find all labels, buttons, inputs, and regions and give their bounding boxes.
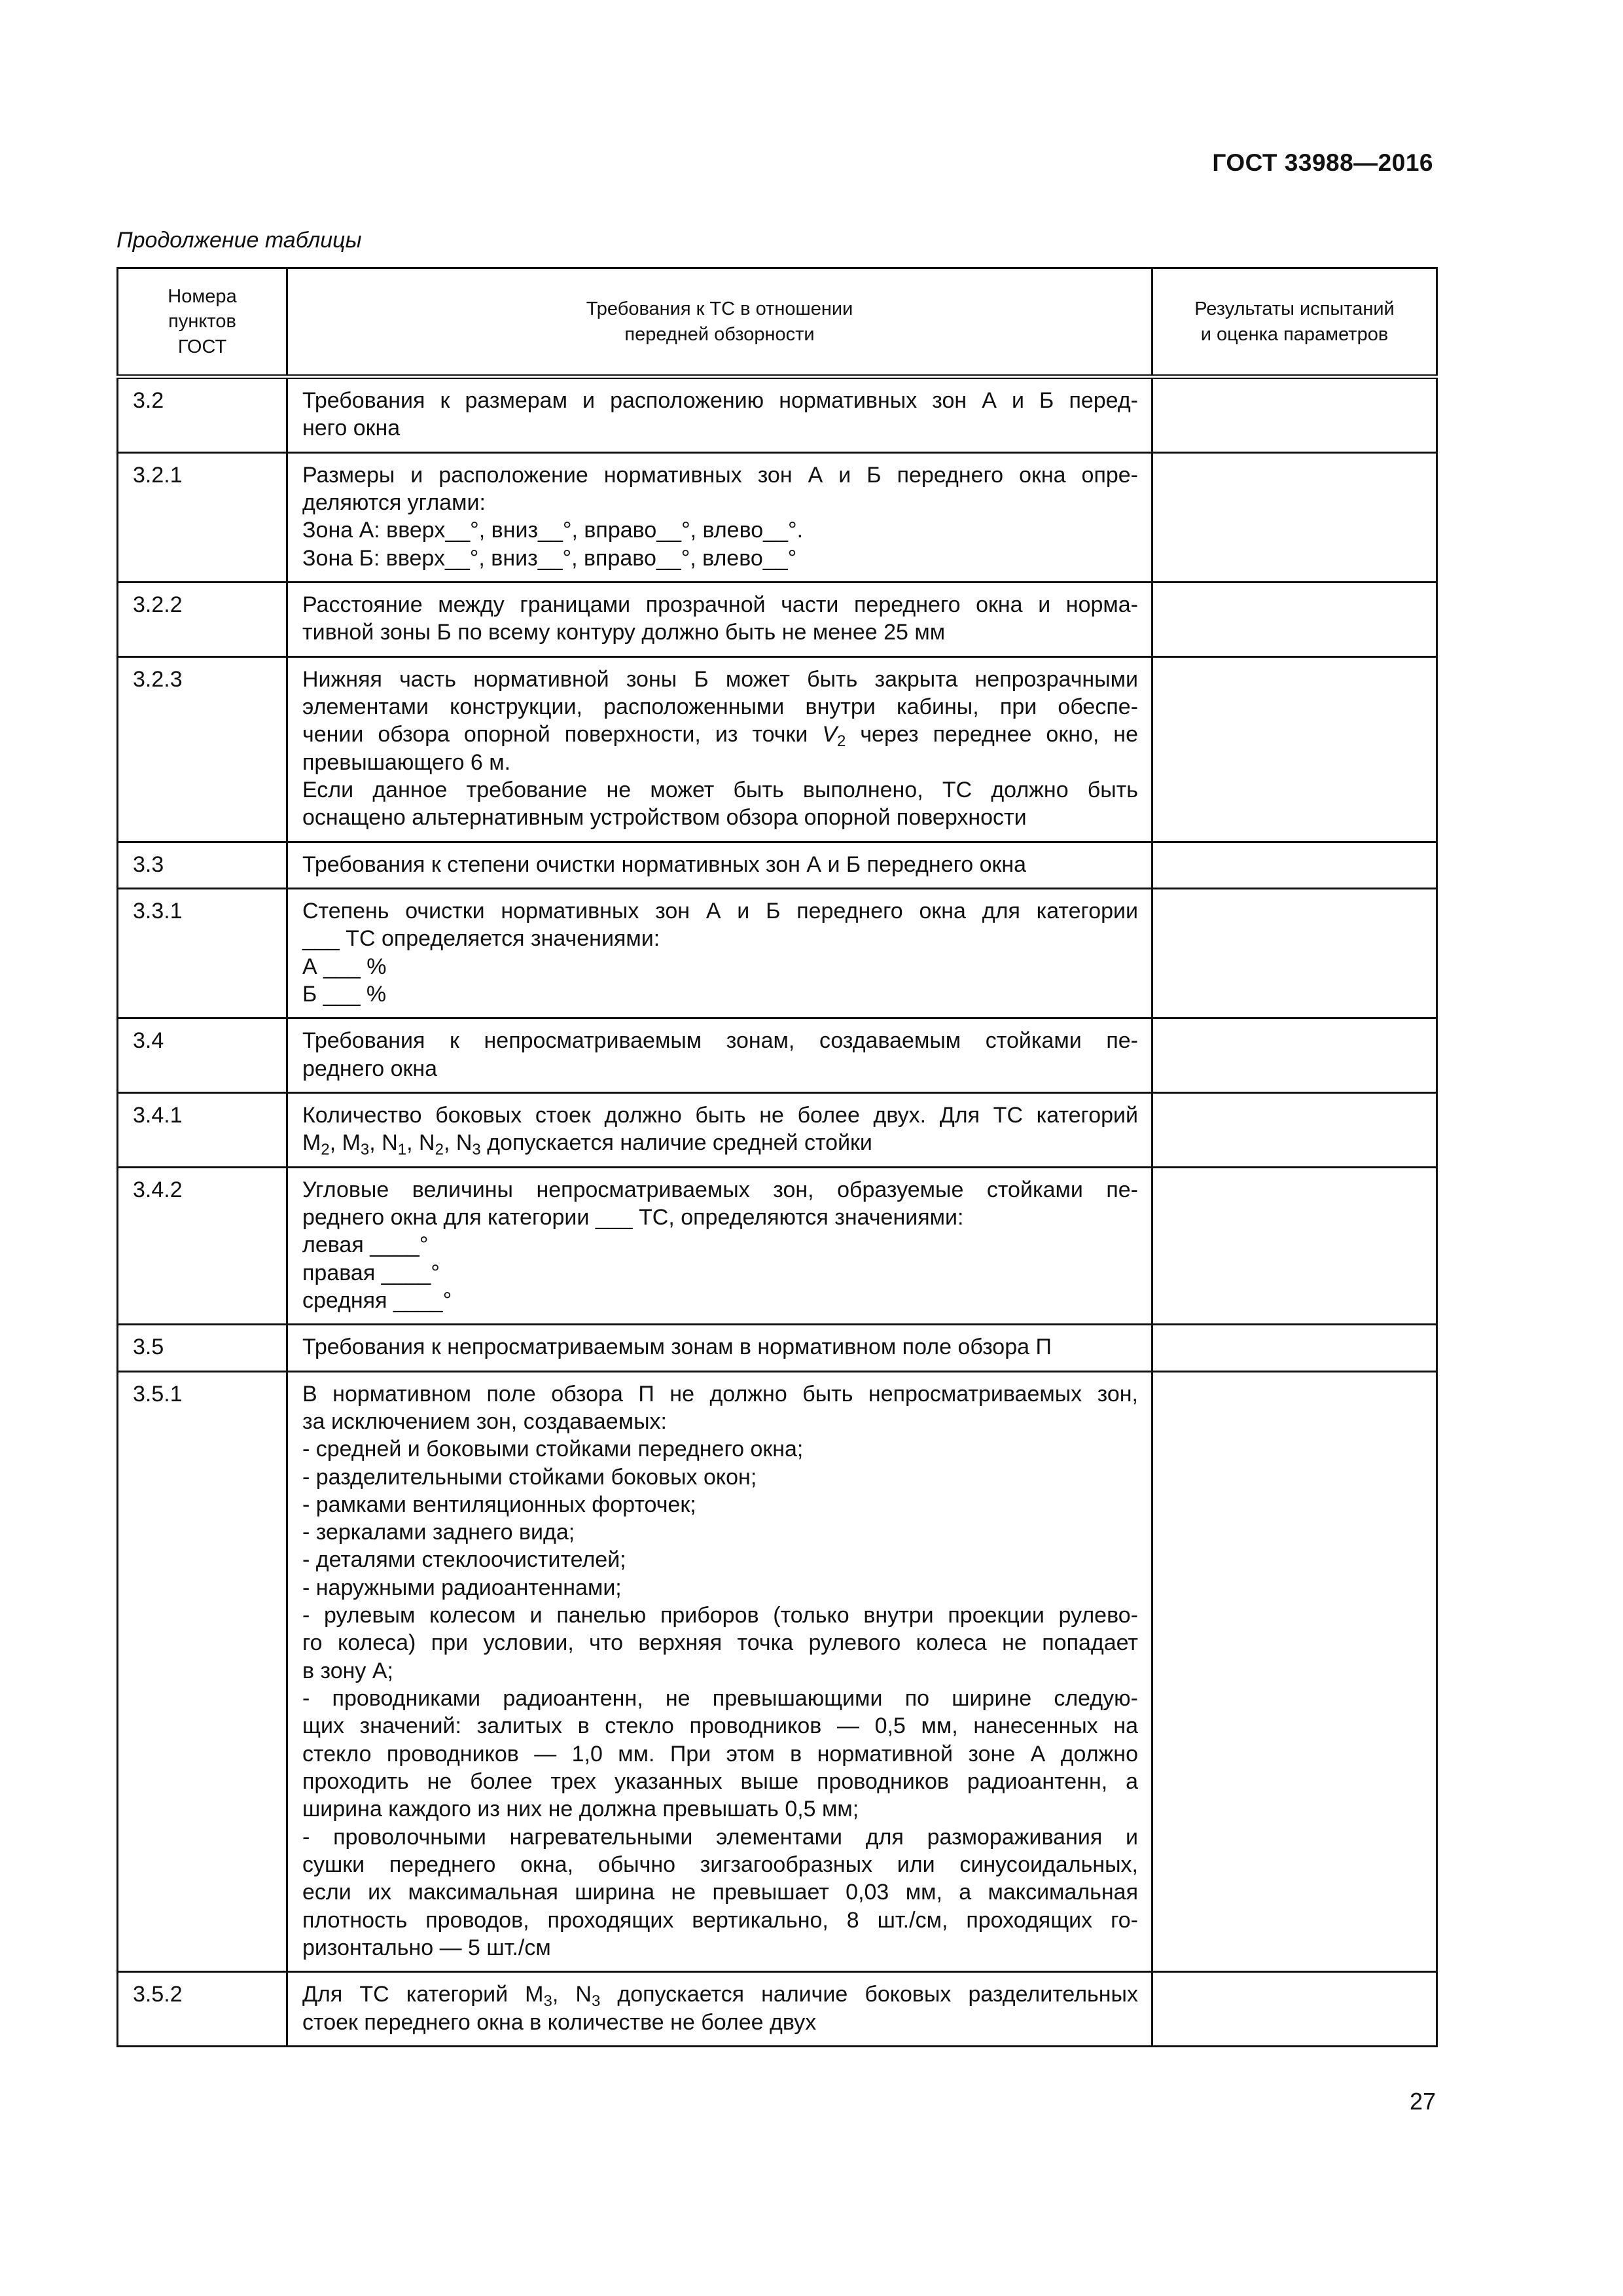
requirement-text: Расстояние между границами прозрачной части переднего окна и норма- тивной зоны Б по всему контуру должно быть не менее 25 мм [287, 582, 1152, 656]
requirement-text: Требования к непросматриваемым зонам в нормативном поле обзора П [287, 1325, 1152, 1371]
requirement-text: Степень очистки нормативных зон А и Б переднего окна для категории ___ ТС определяется значениями: А ___ % Б ___ % [287, 888, 1152, 1018]
header-requirements: Требования к ТС в отношении передней обзорности [287, 268, 1152, 377]
table-row [118, 1167, 1437, 1325]
header-results: Результаты испытаний и оценка параметров [1152, 268, 1437, 377]
requirement-text: Угловые величины непросматриваемых зон, образуемые стойками пе- реднего окна для категории ___ ТС, определяются значениями: левая ____° правая ____° средняя ____° [287, 1167, 1152, 1325]
clause-number: 3.2.3 [118, 656, 287, 842]
table-row [118, 1371, 1437, 1972]
point-symbol: V [822, 722, 837, 747]
clause-number: 3.2 [118, 377, 287, 453]
table-row [118, 1092, 1437, 1167]
result-cell[interactable] [1152, 1325, 1437, 1371]
clause-number: 3.5 [118, 1325, 287, 1371]
table-row [118, 1018, 1437, 1093]
table-row [118, 842, 1437, 888]
result-cell[interactable] [1152, 1018, 1437, 1093]
clause-number: 3.4.1 [118, 1092, 287, 1167]
result-cell[interactable] [1152, 582, 1437, 656]
requirements-table [116, 267, 1438, 2047]
table-header-row [118, 268, 1437, 377]
result-cell[interactable] [1152, 377, 1437, 453]
page-number: 27 [1409, 2088, 1436, 2115]
requirement-text: В нормативном поле обзора П не должно быть непросматриваемых зон, за исключением зон, создаваемых: - средней и боковыми стойками переднего окна; - разделительными стойками боковых окон; - рамками вентиляционных форточек; - зеркалами заднего вида; - деталями стеклоочистителей; - наружными радиоантеннами; - рулевым колесом и панелью приборов (только внутри проекции рулево- го колеса) при условии, что верхняя точка рулевого колеса не попадает в зону А; - проводниками радиоантенн, не превышающими по ширине следую- щих значений: залитых в стекло проводников — 0,5 мм, нанесенных на стекло проводников — 1,0 мм. При этом в нормативной зоне А должно проходить не более трех указанных выше проводников радиоантенн, а ширина каждого из них не должна превышать 0,5 мм; - проволочными нагревательными элементами для размораживания и сушки переднего окна, обычно зигзагообразных или синусоидальных, если их максимальная ширина не превышает 0,03 мм, а максимальная плотность проводов, проходящих вертикально, 8 шт./см, проходящих го- ризонтально — 5 шт./см [287, 1371, 1152, 1972]
requirement-text: Количество боковых стоек должно быть не более двух. Для ТС категорий $M_2$, $M_3$, $N_1$, $N_2$, $N_3$ допускается наличие средней стойки [287, 1092, 1152, 1167]
result-cell[interactable] [1152, 888, 1437, 1018]
requirement-text: Для ТС категорий $M_3$, $N_3$ допускается наличие боковых разделительных стоек переднего окна в количестве не более двух [287, 1972, 1152, 2047]
requirement-text: Требования к непросматриваемым зонам, создаваемым стойками пе- реднего окна [287, 1018, 1152, 1093]
table-row [118, 377, 1437, 453]
clause-number: 3.4.2 [118, 1167, 287, 1325]
requirement-text: Требования к размерам и расположению нормативных зон А и Б перед- него окна [287, 377, 1152, 453]
table-row [118, 452, 1437, 582]
requirement-text: Размеры и расположение нормативных зон А и Б переднего окна опре- деляются углами: Зона А: вверх__°, вниз__°, вправо__°, влево__°. Зона Б: вверх__°, вниз__°, вправо__°, влево__° [287, 452, 1152, 582]
document-code: ГОСТ 33988—2016 [1212, 149, 1433, 176]
result-cell[interactable] [1152, 1167, 1437, 1325]
clause-number: 3.3.1 [118, 888, 287, 1018]
table-row [118, 1325, 1437, 1371]
result-cell[interactable] [1152, 1092, 1437, 1167]
result-cell[interactable] [1152, 656, 1437, 842]
clause-number: 3.2.2 [118, 582, 287, 656]
result-cell[interactable] [1152, 1371, 1437, 1972]
result-cell[interactable] [1152, 452, 1437, 582]
header-clause-numbers: Номера пунктов ГОСТ [118, 268, 287, 377]
clause-number: 3.3 [118, 842, 287, 888]
result-cell[interactable] [1152, 1972, 1437, 2047]
clause-number: 3.5.2 [118, 1972, 287, 2047]
clause-number: 3.5.1 [118, 1371, 287, 1972]
table-row [118, 656, 1437, 842]
clause-number: 3.4 [118, 1018, 287, 1093]
table-row [118, 1972, 1437, 2047]
result-cell[interactable] [1152, 842, 1437, 888]
clause-number: 3.2.1 [118, 452, 287, 582]
table-row [118, 582, 1437, 656]
table-caption: Продолжение таблицы [116, 228, 362, 253]
requirement-text: Требования к степени очистки нормативных зон А и Б переднего окна [287, 842, 1152, 888]
table-row [118, 888, 1437, 1018]
requirement-text: Нижняя часть нормативной зоны Б может быть закрыта непрозрачными элементами конструкции, расположенными внутри кабины, при обеспе- чении обзора опорной поверхности, из точки $V_2$ через переднее окно, не превышающего 6 м. Если данное требование не может быть выполнено, ТС должно быть оснащено альтернативным устройством обзора опорной поверхности [287, 656, 1152, 842]
